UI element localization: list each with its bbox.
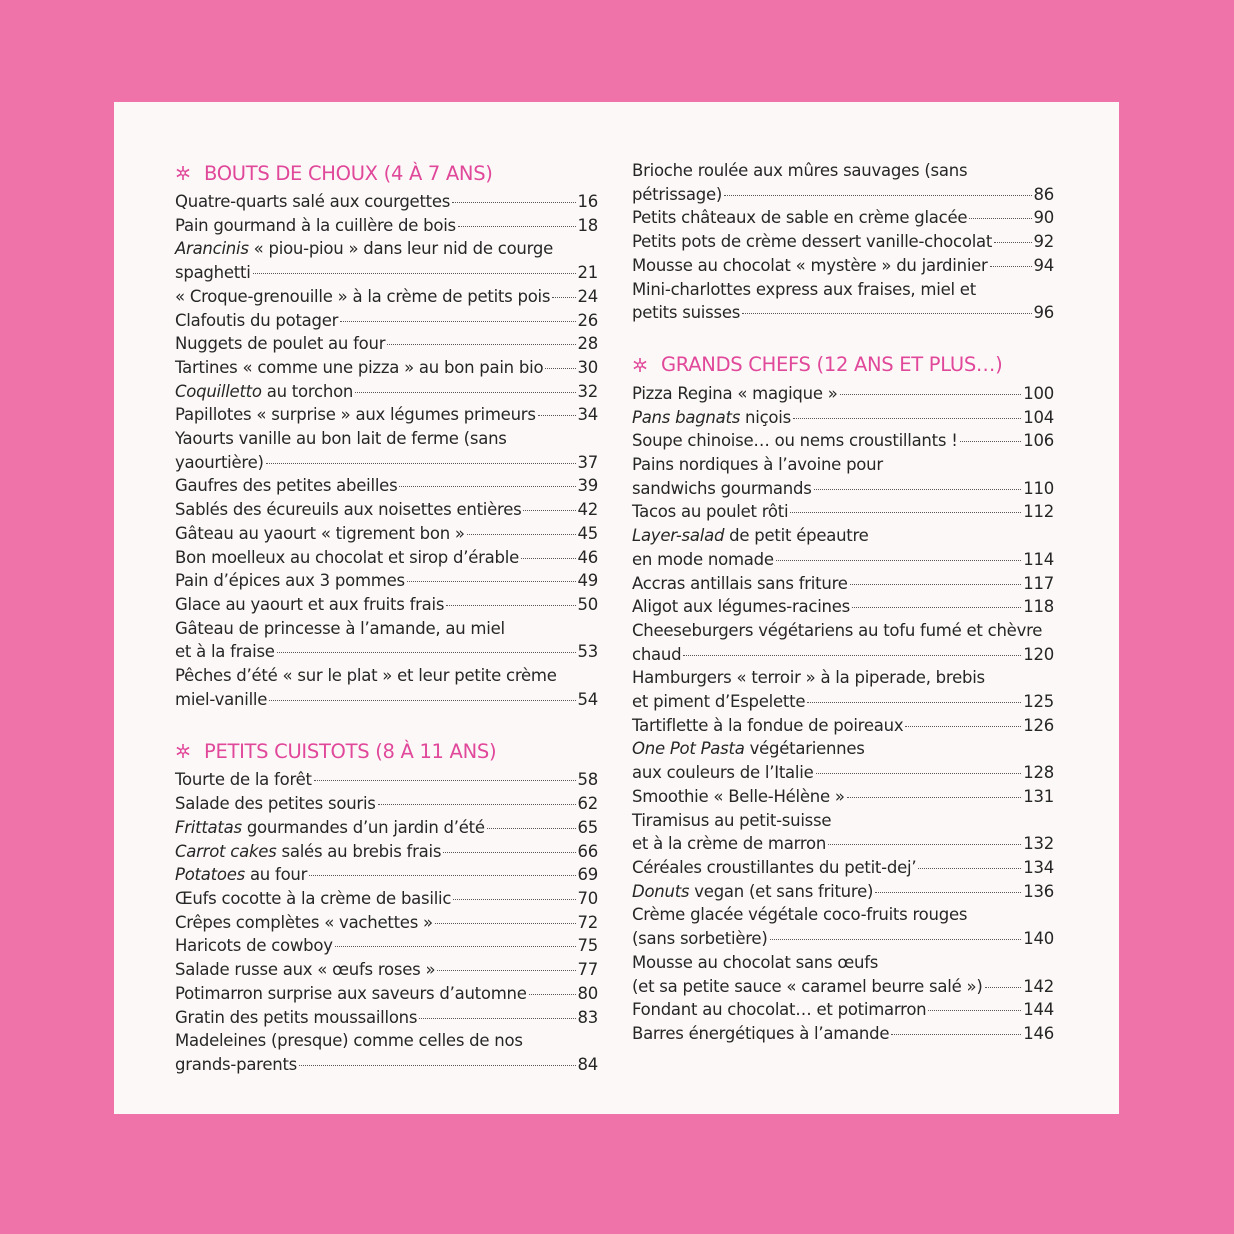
entry-title: Mousse au chocolat « mystère » du jardinier [632, 255, 988, 275]
page-number: 46 [577, 547, 598, 567]
entry-title: Pain d’épices aux 3 pommes [175, 571, 405, 591]
toc-entry[interactable] [175, 427, 598, 474]
entry-title: Accras antillais sans friture [632, 573, 848, 593]
page-number: 26 [577, 310, 598, 330]
page-number: 110 [1023, 478, 1054, 498]
toc-entry[interactable] [632, 159, 1054, 206]
toc-entry[interactable] [175, 792, 598, 816]
entry-title-line: Layer-salad de petit épeautre [632, 526, 869, 546]
toc-entry[interactable] [632, 254, 1054, 278]
entry-title: Haricots de cowboy [175, 936, 333, 956]
toc-column-right [632, 159, 1054, 1072]
toc-entry[interactable] [175, 285, 598, 309]
toc-entry[interactable] [175, 617, 598, 664]
entry-title: Coquilletto au torchon [175, 381, 354, 401]
entry-title: Barres énergétiques à l’amande [632, 1023, 890, 1043]
toc-entry[interactable] [175, 982, 598, 1006]
entry-title-line: Yaourts vanille au bon lait de ferme (sans [175, 429, 507, 449]
toc-section [632, 159, 1054, 325]
entry-title: et piment d’Espelette [632, 692, 806, 712]
dot-leader [309, 874, 575, 876]
dot-leader [487, 827, 576, 829]
entry-title: Bon moelleux au chocolat et sirop d’érable [175, 547, 519, 567]
dot-leader [538, 414, 576, 416]
page-number: 58 [577, 770, 598, 790]
page-number: 142 [1023, 976, 1054, 996]
entry-title: et à la crème de marron [632, 834, 827, 854]
entry-title-line: One Pot Pasta végétariennes [632, 739, 865, 759]
dot-leader [875, 891, 1021, 893]
page-number: 86 [1033, 184, 1054, 204]
dot-leader [828, 843, 1021, 845]
page-number: 18 [577, 215, 598, 235]
entry-title: Sablés des écureuils aux noisettes entières [175, 500, 522, 520]
page-number: 96 [1033, 303, 1054, 323]
dot-leader [453, 898, 575, 900]
toc-entry[interactable] [175, 1006, 598, 1030]
dot-leader [816, 772, 1022, 774]
page-number: 94 [1033, 255, 1054, 275]
toc-entry[interactable] [175, 403, 598, 427]
toc-entry[interactable] [632, 406, 1054, 430]
page-number: 136 [1023, 881, 1054, 901]
dot-leader [299, 1064, 575, 1066]
entry-title-line: Mini-charlottes express aux fraises, miel et [632, 279, 976, 299]
page-number: 34 [577, 405, 598, 425]
dot-leader [840, 393, 1022, 395]
dot-leader [770, 938, 1022, 940]
entry-title: Smoothie « Belle-Hélène » [632, 786, 845, 806]
dot-leader [994, 241, 1031, 243]
dot-leader [790, 511, 1021, 513]
entry-title: Quatre-quarts salé aux courgettes [175, 192, 451, 211]
toc-entry[interactable] [175, 380, 598, 404]
toc-section [175, 737, 598, 1076]
entry-title: petits suisses [632, 303, 741, 323]
entry-title: aux couleurs de l’Italie [632, 763, 814, 783]
entry-title-line: Crème glacée végétale coco-fruits rouges [632, 905, 968, 925]
dot-leader [918, 867, 1021, 869]
page-number: 62 [577, 794, 598, 814]
dot-leader [529, 993, 576, 995]
dot-leader [419, 1017, 575, 1019]
page-number: 112 [1023, 502, 1054, 522]
dot-leader [990, 265, 1032, 267]
toc-entry[interactable] [632, 880, 1054, 904]
page-number: 100 [1023, 383, 1054, 403]
asterisk-icon [632, 357, 648, 373]
toc-entry[interactable] [632, 230, 1054, 254]
dot-leader [847, 796, 1022, 798]
toc-entry[interactable] [632, 856, 1054, 880]
section-title [632, 351, 1054, 379]
toc-entry[interactable] [632, 998, 1054, 1022]
page-number: 83 [577, 1007, 598, 1027]
toc-entry[interactable] [175, 958, 598, 982]
toc-entry[interactable] [632, 524, 1054, 571]
page-number: 66 [577, 841, 598, 861]
toc-entry[interactable] [175, 546, 598, 570]
page-number: 90 [1033, 208, 1054, 228]
entry-title: Crêpes complètes « vachettes » [175, 912, 433, 932]
dot-leader [969, 217, 1031, 219]
toc-entry[interactable] [632, 785, 1054, 809]
toc-entry[interactable] [175, 237, 598, 284]
dot-leader [407, 580, 576, 582]
entry-title-line: Gâteau de princesse à l’amande, au miel [175, 618, 505, 638]
dot-leader [521, 557, 576, 559]
toc-entry[interactable] [175, 498, 598, 522]
toc-section [175, 159, 598, 711]
entry-title: Tartiflette à la fondue de poireaux [632, 715, 904, 735]
dot-leader [443, 851, 575, 853]
entry-title: Papillotes « surprise » aux légumes primeurs [175, 405, 536, 425]
page-number: 69 [577, 865, 598, 885]
entry-title: Tartines « comme une pizza » au bon pain bio [175, 357, 544, 377]
toc-entry[interactable] [175, 863, 598, 887]
entry-title-line: Mousse au chocolat sans œufs [632, 952, 879, 972]
entry-title: Glace au yaourt et aux fruits frais [175, 594, 445, 614]
section-title-text: BOUTS DE CHOUX (4 À 7 ANS) [204, 161, 493, 185]
dot-leader [724, 194, 1031, 196]
page-number: 114 [1023, 549, 1054, 569]
page-number: 65 [577, 817, 598, 837]
entry-title: Fondant au chocolat… et potimarron [632, 1000, 927, 1020]
page-number: 144 [1023, 1000, 1054, 1020]
page-number: 32 [577, 381, 598, 401]
toc-entry[interactable] [175, 332, 598, 356]
entry-title-line: Pêches d’été « sur le plat » et leur petite crème [175, 666, 557, 686]
toc-entry[interactable] [175, 816, 598, 840]
toc-entry[interactable] [632, 951, 1054, 998]
toc-entry[interactable] [632, 206, 1054, 230]
toc-entry[interactable] [632, 714, 1054, 738]
table-of-contents-page [114, 102, 1119, 1114]
dot-leader [355, 391, 575, 393]
toc-entry[interactable] [175, 1029, 598, 1076]
entry-title: pétrissage) [632, 184, 723, 204]
toc-entry[interactable] [175, 664, 598, 711]
toc-entry[interactable] [632, 903, 1054, 950]
page-number: 72 [577, 912, 598, 932]
dot-leader [335, 945, 576, 947]
dot-leader [807, 701, 1021, 703]
toc-entry[interactable] [632, 429, 1054, 453]
entry-title: et à la fraise [175, 642, 275, 662]
entry-title: sandwichs gourmands [632, 478, 812, 498]
entry-title: Petits pots de crème dessert vanille-chocolat [632, 232, 993, 252]
entry-title: Potatoes au four [175, 865, 308, 885]
toc-entry[interactable] [175, 214, 598, 238]
page-number: 120 [1023, 644, 1054, 664]
toc-entry[interactable] [632, 737, 1054, 784]
page-number: 54 [577, 689, 598, 709]
entry-title: Gâteau au yaourt « tigrement bon » [175, 523, 465, 543]
asterisk-icon [175, 743, 191, 759]
toc-entry[interactable] [175, 356, 598, 380]
dot-leader [814, 488, 1022, 490]
page-number: 118 [1023, 597, 1054, 617]
dot-leader [793, 417, 1021, 419]
dot-leader [891, 1033, 1021, 1035]
entry-title: Petits châteaux de sable en crème glacée [632, 208, 968, 228]
page-number: 39 [577, 476, 598, 496]
entry-title: Clafoutis du potager [175, 310, 339, 330]
page-number: 104 [1023, 407, 1054, 427]
page-number: 131 [1023, 786, 1054, 806]
dot-leader [552, 296, 575, 298]
dot-leader [467, 533, 576, 535]
page-number: 80 [577, 983, 598, 1003]
toc-entry[interactable] [632, 278, 1054, 325]
entry-title: Pans bagnats niçois [632, 407, 791, 427]
page-number: 45 [577, 523, 598, 543]
entry-title: Carrot cakes salés au brebis frais [175, 841, 442, 861]
toc-entry[interactable] [175, 474, 598, 498]
page-number: 70 [577, 888, 598, 908]
toc-entry[interactable] [632, 1022, 1054, 1046]
toc-column-left [175, 159, 598, 1103]
entry-title: Gratin des petits moussaillons [175, 1007, 418, 1027]
dot-leader [253, 272, 576, 274]
page-number: 132 [1023, 834, 1054, 854]
entry-title: Soupe chinoise… ou nems croustillants ! [632, 431, 958, 451]
entry-title: en mode nomade [632, 549, 774, 569]
dot-leader [742, 312, 1031, 314]
page-number: 16 [577, 192, 598, 211]
page-number: 128 [1023, 763, 1054, 783]
entry-title: Céréales croustillantes du petit-dej’ [632, 857, 917, 877]
entry-title: Salade russe aux « œufs roses » [175, 960, 436, 980]
page-number: 134 [1023, 857, 1054, 877]
toc-entry[interactable] [632, 453, 1054, 500]
page-number: 37 [577, 452, 598, 472]
dot-leader [378, 803, 576, 805]
entry-title-line: Tiramisus au petit-suisse [632, 810, 832, 830]
asterisk-icon [175, 165, 191, 181]
entry-title-line: Cheeseburgers végétariens au tofu fumé et chèvre [632, 620, 1043, 640]
toc-entry[interactable] [632, 619, 1054, 666]
dot-leader [905, 725, 1021, 727]
entry-title: yaourtière) [175, 452, 264, 472]
toc-entry[interactable] [175, 569, 598, 593]
entry-title: grands-parents [175, 1054, 298, 1074]
dot-leader [683, 654, 1021, 656]
page-number: 126 [1023, 715, 1054, 735]
dot-leader [960, 440, 1022, 442]
toc-entry[interactable] [175, 593, 598, 617]
dot-leader [387, 343, 575, 345]
entry-title: Œufs cocotte à la crème de basilic [175, 888, 452, 908]
entry-title: Gaufres des petites abeilles [175, 476, 398, 496]
toc-entry[interactable] [632, 809, 1054, 856]
entry-title: Nuggets de poulet au four [175, 334, 386, 354]
dot-leader [452, 201, 575, 203]
page-number: 24 [577, 286, 598, 306]
dot-leader [437, 969, 575, 971]
dot-leader [435, 922, 576, 924]
toc-entry[interactable] [632, 572, 1054, 596]
page-number: 140 [1023, 929, 1054, 949]
toc-entry[interactable] [632, 382, 1054, 406]
section-title [175, 159, 598, 187]
toc-entry[interactable] [175, 911, 598, 935]
entry-title: spaghetti [175, 263, 251, 283]
dot-leader [545, 367, 575, 369]
toc-entry[interactable] [175, 190, 598, 214]
dot-leader [399, 485, 575, 487]
dot-leader [314, 779, 576, 781]
dot-leader [850, 583, 1022, 585]
entry-title: Aligot aux légumes-racines [632, 597, 851, 617]
toc-section [632, 351, 1054, 1046]
entry-title-line: Brioche roulée aux mûres sauvages (sans [632, 161, 968, 180]
entry-title: Salade des petites souris [175, 794, 376, 814]
entry-title: (sans sorbetière) [632, 929, 768, 949]
entry-title: miel-vanille [175, 689, 268, 709]
page-number: 117 [1023, 573, 1054, 593]
section-title-text: GRANDS CHEFS (12 ANS ET PLUS…) [661, 353, 1003, 377]
dot-leader [446, 604, 575, 606]
dot-leader [458, 225, 576, 227]
page-number: 42 [577, 500, 598, 520]
page-number: 30 [577, 357, 598, 377]
entry-title: (et sa petite sauce « caramel beurre salé ») [632, 976, 983, 996]
entry-title-line: Pains nordiques à l’avoine pour [632, 455, 883, 475]
entry-title: Frittatas gourmandes d’un jardin d’été [175, 817, 485, 837]
dot-leader [985, 986, 1022, 988]
dot-leader [269, 699, 575, 701]
entry-title-line: Madeleines (presque) comme celles de nos [175, 1031, 523, 1051]
entry-title: Pizza Regina « magique » [632, 383, 838, 403]
page-number: 21 [577, 263, 598, 283]
dot-leader [523, 509, 575, 511]
page-number: 92 [1033, 232, 1054, 252]
toc-entry[interactable] [175, 887, 598, 911]
page-number: 146 [1023, 1023, 1054, 1043]
dot-leader [266, 462, 576, 464]
entry-title: Donuts vegan (et sans friture) [632, 881, 874, 901]
dot-leader [340, 320, 575, 322]
page-number: 106 [1023, 431, 1054, 451]
page-number: 84 [577, 1054, 598, 1074]
entry-title: « Croque-grenouille » à la crème de petits pois [175, 286, 551, 306]
toc-entry[interactable] [632, 500, 1054, 524]
page-number: 77 [577, 960, 598, 980]
toc-entry[interactable] [175, 768, 598, 792]
page-number: 125 [1023, 692, 1054, 712]
toc-entry[interactable] [175, 840, 598, 864]
toc-entry[interactable] [632, 666, 1054, 713]
toc-entry[interactable] [175, 934, 598, 958]
section-title-text: PETITS CUISTOTS (8 À 11 ANS) [204, 739, 497, 763]
dot-leader [776, 559, 1021, 561]
page-number: 53 [577, 642, 598, 662]
dot-leader [277, 651, 576, 653]
entry-title-line: Hamburgers « terroir » à la piperade, brebis [632, 668, 985, 688]
dot-leader [928, 1009, 1021, 1011]
page-number: 50 [577, 594, 598, 614]
dot-leader [852, 606, 1021, 608]
toc-entry[interactable] [175, 309, 598, 333]
toc-entry[interactable] [175, 522, 598, 546]
entry-title-line: Arancinis « piou-piou » dans leur nid de courge [175, 239, 554, 259]
entry-title: Tourte de la forêt [175, 770, 312, 790]
entry-title: Tacos au poulet rôti [632, 502, 789, 522]
page-number: 49 [577, 571, 598, 591]
entry-title: Potimarron surprise aux saveurs d’automne [175, 983, 527, 1003]
page-number: 75 [577, 936, 598, 956]
toc-entry[interactable] [632, 595, 1054, 619]
section-title [175, 737, 598, 765]
page-number: 28 [577, 334, 598, 354]
entry-title: chaud [632, 644, 682, 664]
entry-title: Pain gourmand à la cuillère de bois [175, 215, 456, 235]
